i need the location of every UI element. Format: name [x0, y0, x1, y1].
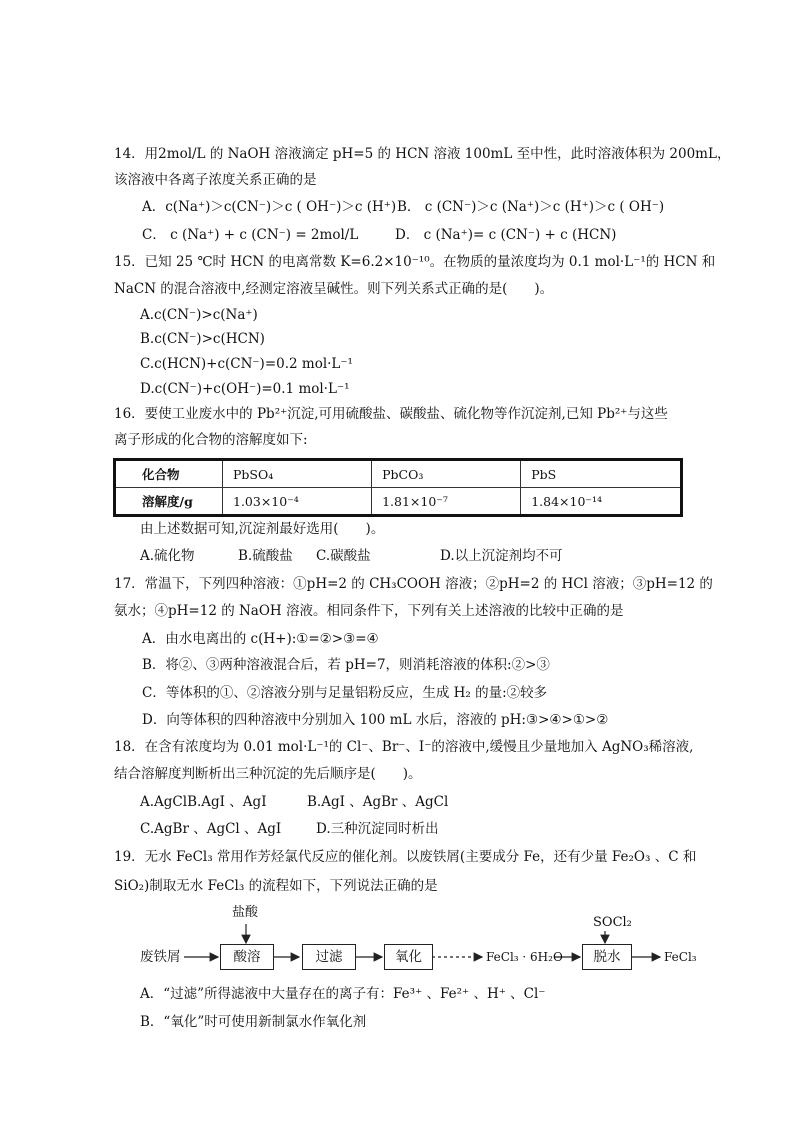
q18-stem-line1: 18．在含有浓度均为 0.01 mol·L⁻¹的 Cl⁻、Br⁻、I⁻的溶液中,缓慢且少量地加入 AgNO₃稀溶液,	[114, 739, 694, 755]
q14-option-a: A．c(Na⁺)＞c(CN⁻)＞c ( OH⁻)＞c (H⁺)	[142, 199, 397, 215]
flow-step-dissolve: 酸溶	[220, 944, 274, 970]
q15-option-d: D.c(CN⁻)+c(OH⁻)=0.1 mol·L⁻¹	[140, 381, 350, 397]
q15-stem-line2: NaCN 的混合溶液中,经测定溶液呈碱性。则下列关系式正确的是( )。	[114, 281, 554, 297]
q16-stem-line2: 离子形成的化合物的溶解度如下:	[114, 432, 308, 448]
flow-end: FeCl₃	[664, 950, 697, 964]
reagent-socl2: SOCl₂	[593, 915, 632, 930]
flow-intermediate: FeCl₃ · 6H₂O	[486, 950, 563, 964]
q18-stem-line2: 结合溶解度判断析出三种沉淀的先后顺序是( )。	[114, 766, 422, 782]
q18-option-a: A.AgClB.AgI 、AgI	[140, 794, 267, 810]
q19-option-b: B．“氧化”时可使用新制氯水作氧化剂	[140, 1014, 367, 1030]
q17-option-a: A．由水电离出的 c(H+):①=②>③=④	[142, 631, 379, 647]
q14-stem-line2: 该溶液中各离子浓度关系正确的是	[114, 172, 317, 188]
q16-option-b: B.硫酸盐	[238, 548, 293, 564]
table-cell: 1.03×10⁻⁴	[223, 488, 372, 516]
q15-stem-line1: 15．已知 25 ℃时 HCN 的电离常数 K=6.2×10⁻¹⁰。在物质的量浓度均为 0.1 mol·L⁻¹的 HCN 和	[114, 254, 716, 270]
table-header-solubility: 溶解度/g	[115, 488, 223, 516]
q18-option-d: D.三种沉淀同时析出	[316, 821, 439, 837]
flow-start: 废铁屑	[140, 949, 181, 965]
q15-option-a: A.c(CN⁻)>c(Na⁺)	[140, 307, 258, 323]
q17-option-d: D．向等体积的四种溶液中分别加入 100 mL 水后，溶液的 pH:③>④>①>②	[142, 712, 609, 728]
flow-step-oxidize: 氧化	[384, 944, 433, 970]
q17-option-b: B．将②、③两种溶液混合后，若 pH=7，则消耗溶液的体积:②>③	[142, 657, 550, 673]
q16-option-d: D.以上沉淀剂均不可	[440, 548, 563, 564]
q14-option-b: B． c (CN⁻)＞c (Na⁺)＞c (H⁺)＞c ( OH⁻)	[397, 199, 665, 215]
table-cell: PbSO₄	[223, 460, 372, 488]
table-header-compound: 化合物	[115, 460, 223, 488]
q15-option-c: C.c(HCN)+c(CN⁻)=0.2 mol·L⁻¹	[140, 356, 353, 372]
q16-stem-line1: 16．要使工业废水中的 Pb²⁺沉淀,可用硫酸盐、碳酸盐、硫化物等作沉淀剂,已知 Pb²⁺与这些	[114, 406, 668, 422]
table-cell: 1.84×10⁻¹⁴	[521, 488, 682, 516]
q18-option-b: B.AgI 、AgBr 、AgCl	[307, 794, 449, 810]
q15-option-b: B.c(CN⁻)>c(HCN)	[140, 331, 265, 347]
flow-step-filter: 过滤	[302, 944, 356, 970]
q16-option-c: C.碳酸盐	[316, 548, 371, 564]
q16-option-a: A.硫化物	[140, 548, 195, 564]
table-cell: PbCO₃	[372, 460, 521, 488]
q19-stem-line1: 19．无水 FeCl₃ 常用作芳烃氯代反应的催化剂。以废铁屑(主要成分 Fe，还有少量 Fe₂O₃ 、C 和	[114, 849, 697, 865]
table-cell: 1.81×10⁻⁷	[372, 488, 521, 516]
q19-option-a: A．“过滤”所得滤液中大量存在的离子有：Fe³⁺ 、Fe²⁺ 、H⁺ 、Cl⁻	[140, 986, 546, 1002]
q18-option-c: C.AgBr 、AgCl 、AgI	[140, 821, 282, 837]
q19-stem-line2: SiO₂)制取无水 FeCl₃ 的流程如下，下列说法正确的是	[114, 878, 438, 894]
q17-stem-line1: 17．常温下，下列四种溶液：①pH=2 的 CH₃COOH 溶液；②pH=2 的 HCl 溶液；③pH=12 的	[114, 576, 713, 592]
table-cell: PbS	[521, 460, 682, 488]
q14-option-d: D． c (Na⁺)= c (CN⁻) + c (HCN)	[395, 227, 617, 243]
q14-stem-line1: 14．用2mol/L 的 NaOH 溶液滴定 pH=5 的 HCN 溶液 100mL 至中性，此时溶液体积为 200mL，	[114, 146, 731, 162]
reagent-hydrochloric-acid: 盐酸	[232, 905, 259, 920]
q14-option-c: C． c (Na⁺) + c (CN⁻) = 2mol/L	[142, 227, 359, 243]
q17-stem-line2: 氨水；④pH=12 的 NaOH 溶液。相同条件下，下列有关上述溶液的比较中正确的是	[114, 603, 624, 619]
q17-option-c: C．等体积的①、②溶液分别与足量铝粉反应，生成 H₂ 的量:②较多	[142, 685, 548, 701]
flow-step-dehydrate: 脱水	[582, 944, 632, 970]
q16-followup: 由上述数据可知,沉淀剂最好选用( )。	[140, 521, 385, 537]
